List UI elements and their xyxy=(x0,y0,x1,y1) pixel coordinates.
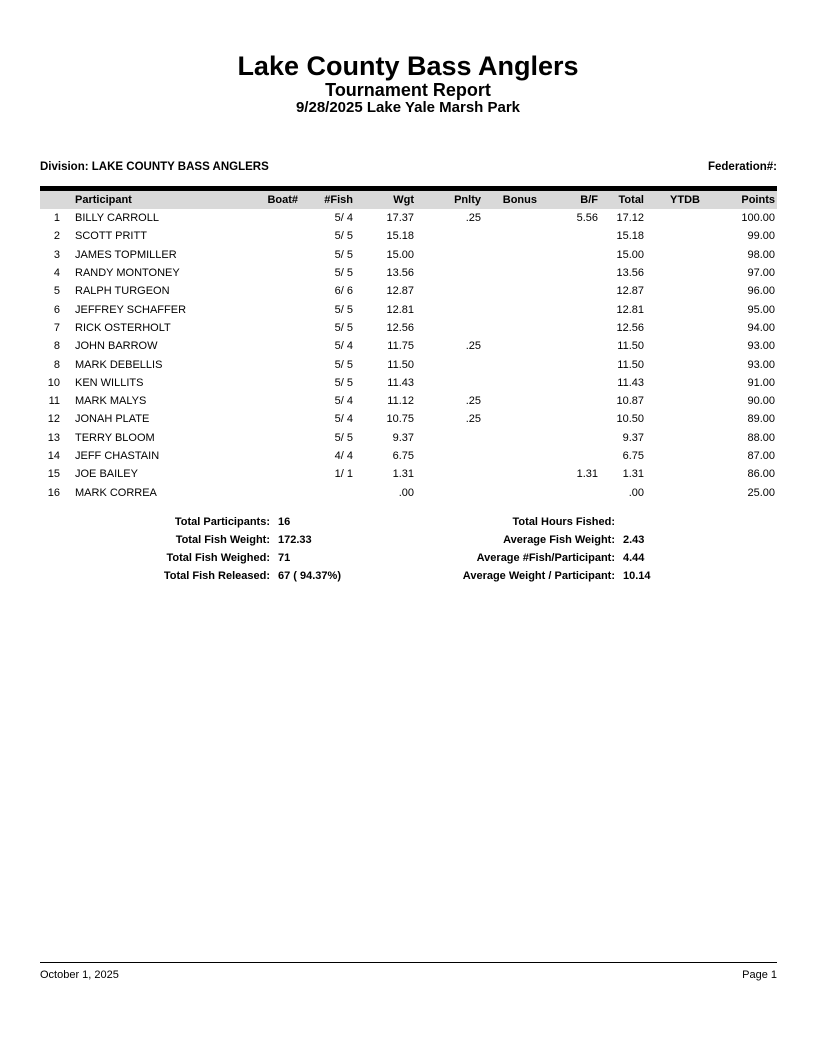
cell-pnlty: .25 xyxy=(465,413,481,426)
cell-wgt: 11.12 xyxy=(387,395,414,408)
cell-points: 99.00 xyxy=(747,230,775,243)
table-header-row xyxy=(40,191,777,209)
division-text xyxy=(40,160,269,174)
table-row xyxy=(40,465,777,483)
cell-points: 94.00 xyxy=(747,321,775,334)
division-name: LAKE COUNTY BASS ANGLERS xyxy=(91,161,269,173)
cell-fish: 5/ 4 xyxy=(334,212,353,225)
cell-fish: 5/ 5 xyxy=(334,303,353,316)
report-subtitle: Tournament Report xyxy=(325,80,491,100)
cell-points: 95.00 xyxy=(747,303,775,316)
cell-points: 86.00 xyxy=(747,468,775,481)
cell-pnlty: .25 xyxy=(465,340,481,353)
cell-fish: 5/ 5 xyxy=(334,321,353,334)
table-row xyxy=(40,246,777,264)
cell-participant: JAMES TOPMILLER xyxy=(75,248,177,261)
cell-points: 97.00 xyxy=(747,267,775,280)
cell-rank: 15 xyxy=(47,468,60,481)
table-row xyxy=(40,483,777,501)
cell-participant: KEN WILLITS xyxy=(75,376,144,389)
cell-total: 1.31 xyxy=(622,468,644,481)
cell-wgt: 9.37 xyxy=(392,431,414,444)
cell-fish: 5/ 5 xyxy=(334,358,353,371)
summary-value: 172.33 xyxy=(278,534,312,546)
cell-total: .00 xyxy=(628,486,644,499)
col-header-pnlty: Pnlty xyxy=(454,194,481,206)
cell-participant: JEFF CHASTAIN xyxy=(75,450,160,462)
cell-rank: 4 xyxy=(53,267,60,280)
table-row xyxy=(40,429,777,447)
cell-wgt: 15.00 xyxy=(386,248,414,261)
cell-pnlty: .25 xyxy=(465,395,481,408)
cell-rank: 6 xyxy=(53,303,60,316)
summary-value: 71 xyxy=(278,552,291,564)
cell-wgt: 11.43 xyxy=(387,376,414,389)
cell-participant: JONAH PLATE xyxy=(75,413,150,426)
cell-participant: SCOTT PRITT xyxy=(75,230,147,243)
cell-points: 89.00 xyxy=(747,413,775,426)
cell-wgt: 1.31 xyxy=(392,468,414,481)
table-row xyxy=(40,410,777,428)
cell-participant: MARK CORREA xyxy=(75,486,157,499)
cell-rank: 3 xyxy=(53,248,60,261)
cell-total: 15.00 xyxy=(616,248,644,261)
summary-label: Total Fish Weight: xyxy=(175,534,270,546)
cell-rank: 13 xyxy=(47,431,60,444)
footer-page-number: Page 1 xyxy=(742,969,777,981)
cell-fish: 5/ 4 xyxy=(334,395,353,408)
cell-participant: RICK OSTERHOLT xyxy=(75,321,171,334)
cell-rank: 14 xyxy=(47,450,60,462)
table-row xyxy=(40,447,777,465)
cell-total: 11.50 xyxy=(617,340,644,353)
table-row xyxy=(40,337,777,355)
cell-fish: 5/ 5 xyxy=(334,267,353,280)
cell-wgt: 15.18 xyxy=(386,230,414,243)
cell-participant: JOE BAILEY xyxy=(75,468,138,481)
cell-wgt: 12.87 xyxy=(386,285,414,298)
cell-points: 93.00 xyxy=(747,340,775,353)
summary-label: Average Weight / Participant: xyxy=(462,570,615,582)
cell-fish: 5/ 4 xyxy=(334,413,353,426)
cell-participant: BILLY CARROLL xyxy=(75,212,159,225)
summary-label: Total Fish Released: xyxy=(163,570,270,582)
cell-total: 13.56 xyxy=(616,267,644,280)
table-row xyxy=(40,264,777,282)
cell-points: 91.00 xyxy=(747,376,775,389)
cell-rank: 2 xyxy=(53,230,60,243)
cell-total: 6.75 xyxy=(622,450,644,462)
cell-total: 10.87 xyxy=(616,395,644,408)
footer-date: October 1, 2025 xyxy=(40,969,119,981)
cell-participant: JOHN BARROW xyxy=(75,340,158,353)
col-header-wgt: Wgt xyxy=(393,194,414,206)
footer-divider xyxy=(40,962,777,963)
cell-participant: MARK MALYS xyxy=(75,395,147,408)
col-header-ytdb: YTDB xyxy=(670,194,700,206)
cell-rank: 11 xyxy=(48,395,60,408)
cell-rank: 16 xyxy=(47,486,60,499)
cell-wgt: 17.37 xyxy=(386,212,414,225)
cell-points: 98.00 xyxy=(747,248,775,261)
col-header-boat: Boat# xyxy=(267,194,298,206)
summary-section xyxy=(40,513,777,585)
col-header-points: Points xyxy=(741,194,775,206)
cell-fish: 5/ 5 xyxy=(334,230,353,243)
col-header-total: Total xyxy=(618,194,644,206)
cell-participant: JEFFREY SCHAFFER xyxy=(75,303,187,316)
event-date-location: 9/28/2025 Lake Yale Marsh Park xyxy=(295,99,521,116)
summary-value: 2.43 xyxy=(623,534,645,546)
cell-points: 90.00 xyxy=(747,395,775,408)
cell-pnlty: .25 xyxy=(465,212,481,225)
cell-fish: 5/ 4 xyxy=(334,340,353,353)
cell-total: 12.81 xyxy=(616,303,644,316)
cell-rank: 7 xyxy=(53,321,60,334)
page-title: Lake County Bass Anglers xyxy=(237,51,579,81)
cell-wgt: 6.75 xyxy=(392,450,414,462)
cell-rank: 10 xyxy=(47,376,60,389)
cell-wgt: 10.75 xyxy=(386,413,414,426)
cell-points: 87.00 xyxy=(747,450,775,462)
cell-participant: RALPH TURGEON xyxy=(75,285,170,298)
cell-participant: TERRY BLOOM xyxy=(75,431,155,444)
results-table xyxy=(40,186,777,502)
cell-rank: 8 xyxy=(53,340,60,353)
summary-label: Average Fish Weight: xyxy=(503,534,615,546)
report-header xyxy=(0,51,816,116)
cell-participant: MARK DEBELLIS xyxy=(75,358,163,371)
cell-wgt: 12.56 xyxy=(386,321,414,334)
cell-wgt: 12.81 xyxy=(386,303,414,316)
cell-total: 11.43 xyxy=(617,376,644,389)
cell-points: 25.00 xyxy=(747,486,775,499)
col-header-fish: #Fish xyxy=(324,194,353,206)
cell-total: 11.50 xyxy=(617,358,644,371)
cell-total: 15.18 xyxy=(616,230,644,243)
table-row xyxy=(40,282,777,300)
federation-label: Federation#: xyxy=(707,161,777,173)
summary-label: Total Fish Weighed: xyxy=(166,552,270,564)
cell-rank: 8 xyxy=(53,358,60,371)
division-row xyxy=(40,160,777,174)
cell-total: 10.50 xyxy=(616,413,644,426)
cell-rank: 5 xyxy=(53,285,60,298)
summary-value xyxy=(615,513,777,531)
table-row xyxy=(40,300,777,318)
summary-label: Total Participants: xyxy=(174,516,270,528)
summary-value: 10.14 xyxy=(623,570,651,582)
cell-fish: 1/ 1 xyxy=(334,468,353,481)
cell-wgt: 11.75 xyxy=(387,340,414,353)
cell-wgt: .00 xyxy=(398,486,414,499)
cell-fish: 4/ 4 xyxy=(334,450,353,462)
cell-points: 100.00 xyxy=(741,212,775,225)
results-table-body xyxy=(40,209,777,502)
table-row xyxy=(40,209,777,227)
cell-wgt: 13.56 xyxy=(386,267,414,280)
table-row xyxy=(40,355,777,373)
col-header-bonus: Bonus xyxy=(502,194,537,206)
cell-participant: RANDY MONTONEY xyxy=(75,267,180,280)
table-row xyxy=(40,319,777,337)
table-row xyxy=(40,392,777,410)
col-header-participant: Participant xyxy=(75,194,132,206)
cell-fish: 5/ 5 xyxy=(334,431,353,444)
cell-fish: 6/ 6 xyxy=(334,285,353,298)
cell-bf: 5.56 xyxy=(576,212,598,225)
cell-fish: 5/ 5 xyxy=(334,376,353,389)
division-label: Division: xyxy=(40,161,89,173)
cell-bf: 1.31 xyxy=(576,468,598,481)
cell-total: 17.12 xyxy=(616,212,644,225)
cell-rank: 1 xyxy=(53,212,60,225)
cell-fish: 5/ 5 xyxy=(334,248,353,261)
cell-points: 93.00 xyxy=(747,358,775,371)
summary-label: Total Hours Fished: xyxy=(512,516,615,528)
summary-value: 4.44 xyxy=(623,552,645,564)
summary-label: Average #Fish/Participant: xyxy=(476,552,615,564)
col-header-bf: B/F xyxy=(580,194,598,206)
page-footer xyxy=(40,962,777,982)
cell-rank: 12 xyxy=(47,413,60,426)
table-row xyxy=(40,374,777,392)
cell-total: 9.37 xyxy=(622,431,644,444)
cell-total: 12.87 xyxy=(616,285,644,298)
cell-total: 12.56 xyxy=(616,321,644,334)
summary-value: 67 ( 94.37%) xyxy=(278,570,341,582)
table-row xyxy=(40,227,777,245)
cell-points: 88.00 xyxy=(747,431,775,444)
cell-wgt: 11.50 xyxy=(387,358,414,371)
cell-points: 96.00 xyxy=(747,285,775,298)
summary-value: 16 xyxy=(278,516,291,528)
